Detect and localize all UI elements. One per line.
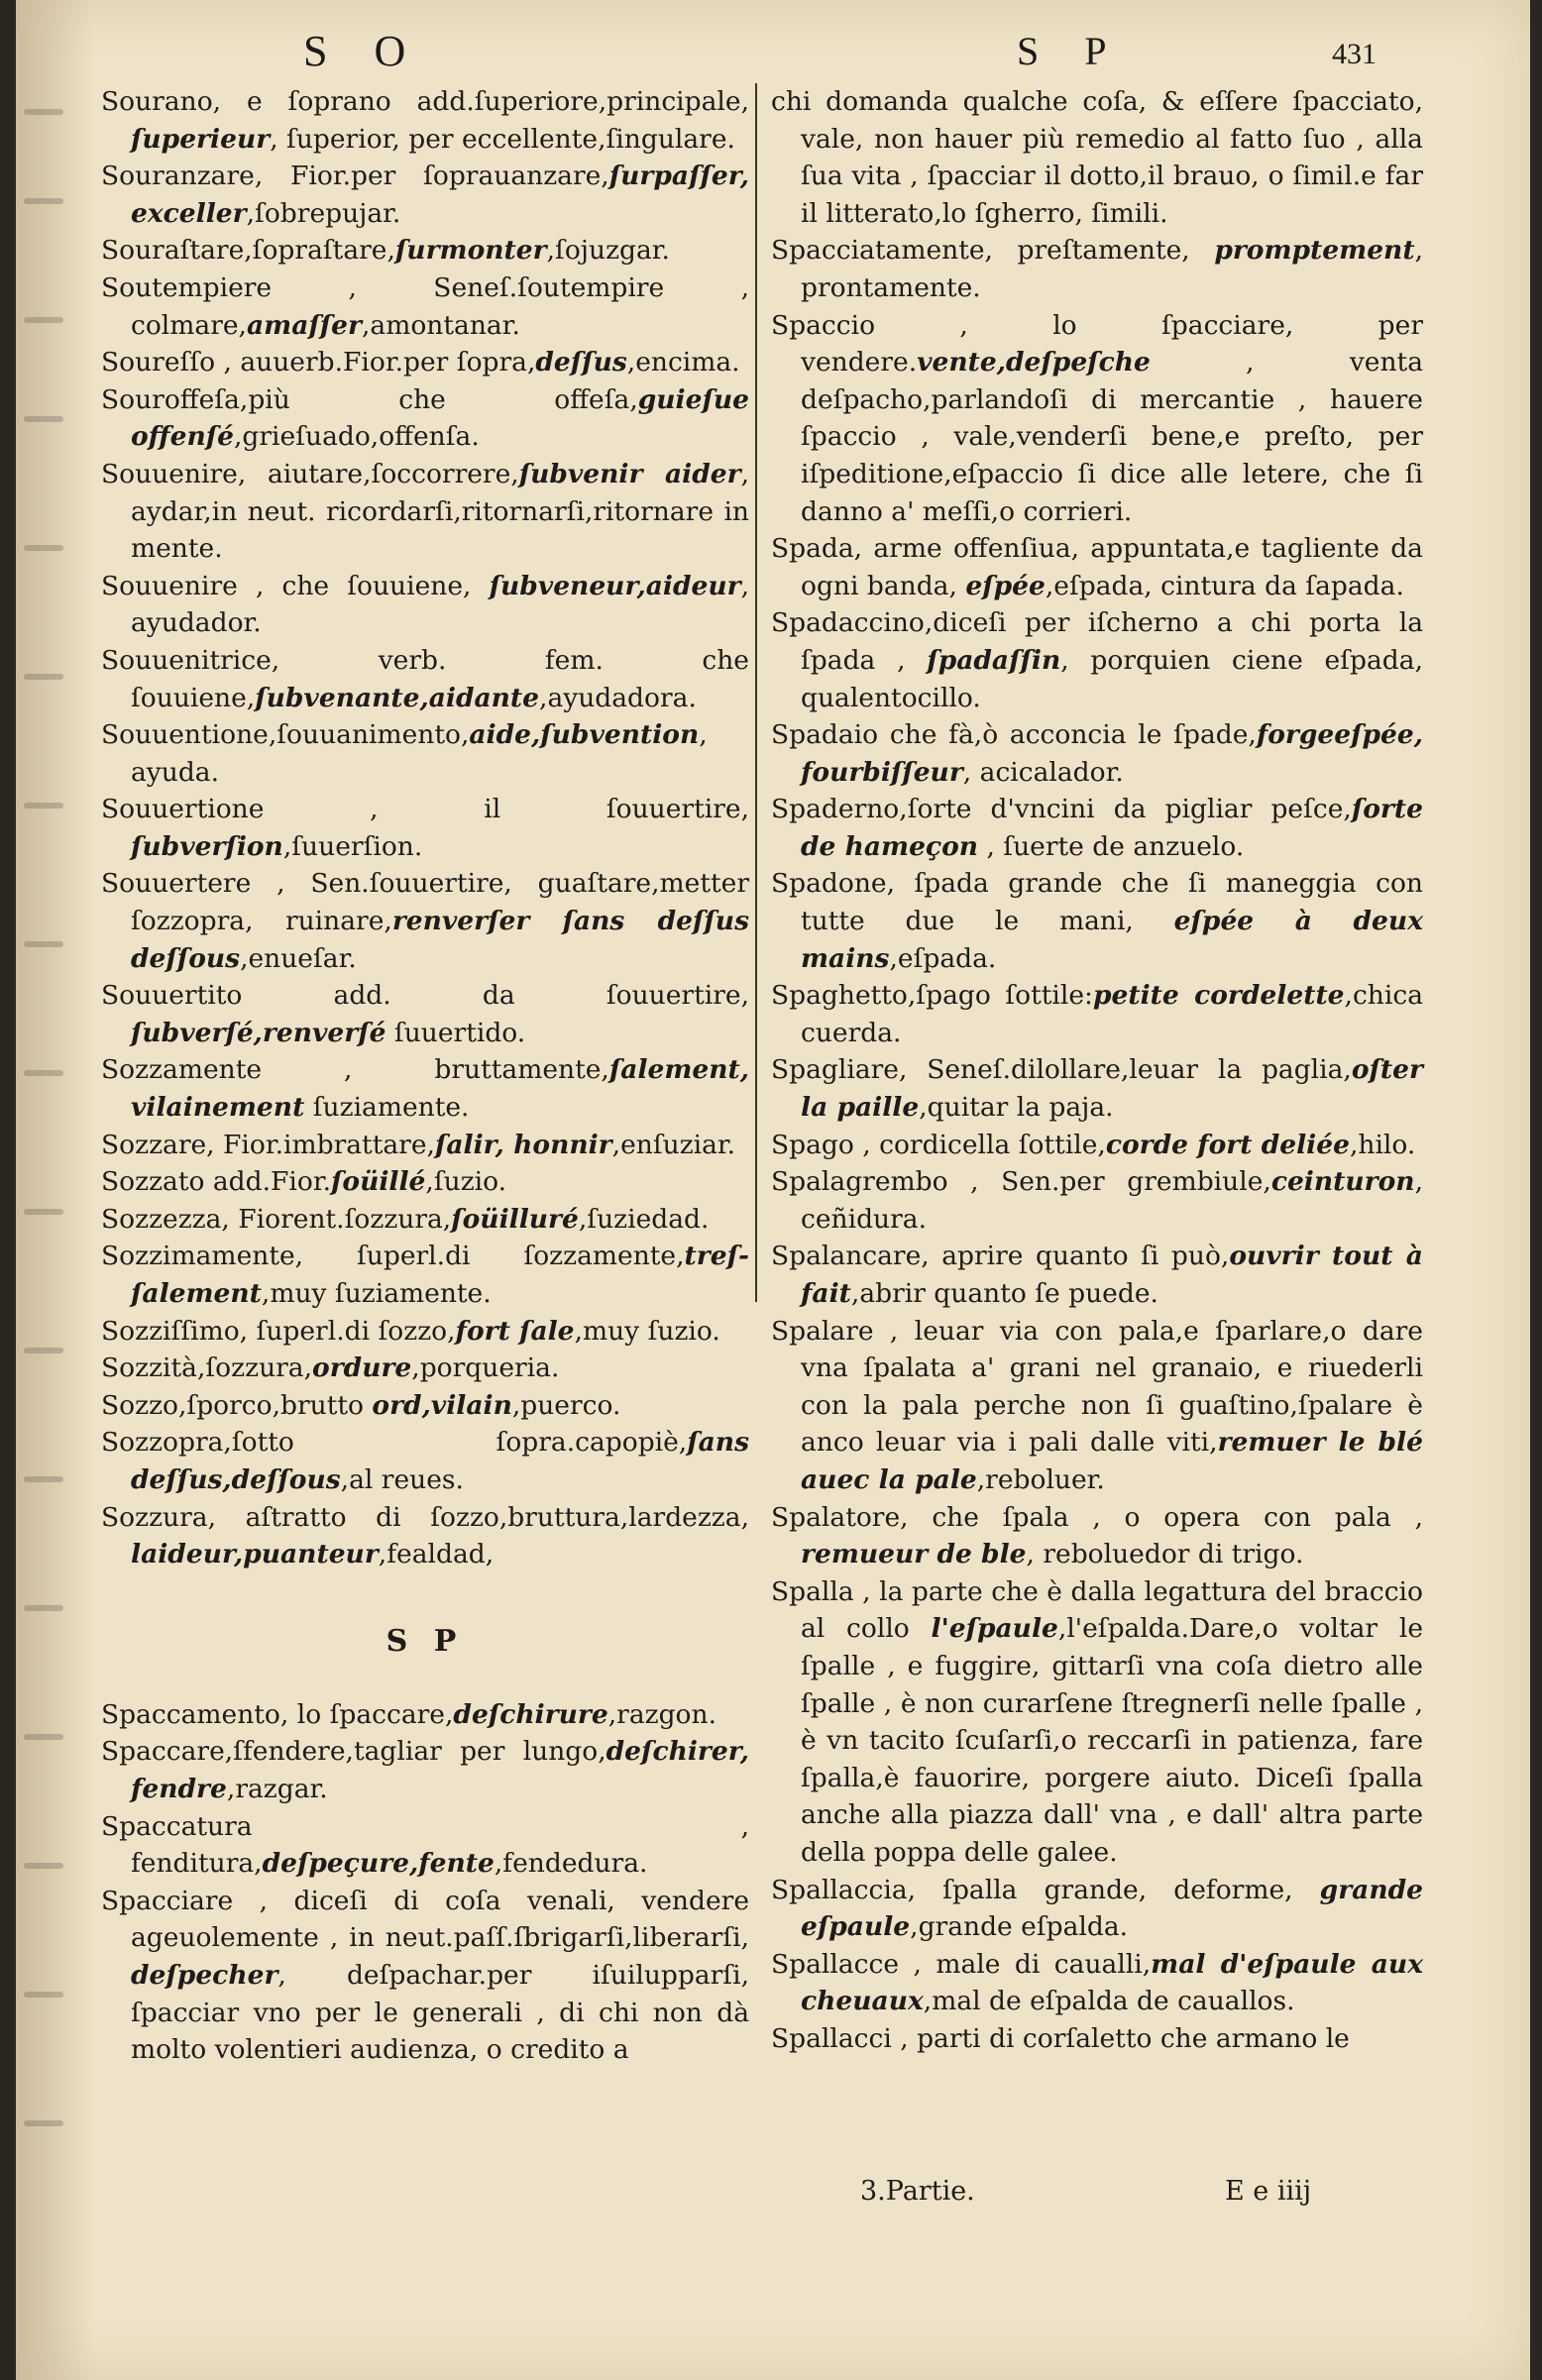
book-page <box>16 0 1530 2380</box>
dictionary-entry <box>771 530 1423 604</box>
entry-continuation: ,eſpada, cintura da ſapada. <box>1045 570 1404 601</box>
entry-text: Souuenitrice, verb. fem. che ſouuiene, <box>101 644 749 713</box>
french-gloss: remuer le blé auec la pale <box>801 1427 1423 1495</box>
entry-continuation: , reboluedor di trigo. <box>1026 1539 1304 1570</box>
right-column <box>771 83 1423 2057</box>
entry-continuation: , deſpachar.per iſuilupparſi, ſpacciar vno per le generali , di chi non dà molto volentieri audienza, o credito a <box>131 1959 749 2066</box>
entry-text: Soureſſo , auuerb.Fior.per ſopra, <box>101 347 536 379</box>
french-gloss: laideur,puanteur <box>131 1539 379 1570</box>
entry-text: Souuertione , il ſouuertire, <box>101 794 749 825</box>
entry-text: Souraſtare,ſopraſtare, <box>101 235 395 267</box>
running-head <box>16 18 1530 87</box>
dictionary-entry <box>101 1424 749 1498</box>
french-gloss: l'eſpaule <box>931 1613 1058 1645</box>
running-head-left: S O <box>303 27 424 75</box>
dictionary-entry <box>101 1051 749 1126</box>
entry-continuation: , porquien ciene eſpada, qualentocillo. <box>801 644 1423 713</box>
french-gloss: deſpeçure,fente <box>262 1848 495 1880</box>
french-gloss: ſubverſion <box>131 830 283 862</box>
dictionary-entry <box>101 1201 749 1239</box>
entry-continuation: ,fendedura. <box>494 1848 648 1880</box>
dictionary-entry <box>101 1127 749 1164</box>
entry-continuation: ,grieſuado,offenſa. <box>233 421 480 453</box>
french-gloss: ſorte de hameçon <box>801 794 1423 862</box>
dictionary-entry <box>101 456 749 568</box>
dictionary-entry <box>771 865 1423 977</box>
entry-continuation: ,reboluer. <box>976 1463 1105 1495</box>
dictionary-entry <box>771 716 1423 791</box>
french-gloss: ſurpaſſer, exceller <box>131 161 749 229</box>
entry-continuation: ,fealdad, <box>378 1539 495 1570</box>
french-gloss: corde fort deliée <box>1105 1129 1350 1160</box>
entry-text: Sozzato add.Fior. <box>101 1166 332 1198</box>
entry-text: Spalatore, che ſpala , o opera con pala , <box>771 1501 1423 1533</box>
french-gloss: amaſſer <box>246 309 362 341</box>
entry-continuation: , ayuda. <box>131 719 708 788</box>
entry-text: Sozzopra,ſotto ſopra.capopiè, <box>101 1427 688 1459</box>
french-gloss: ſurmonter <box>394 235 547 267</box>
entry-continuation: ,encima. <box>626 347 740 379</box>
french-gloss: ſubverſé,renverſé <box>131 1017 386 1048</box>
dictionary-entry <box>101 270 749 344</box>
entry-continuation: ,ſobrepujar. <box>246 197 401 229</box>
dictionary-entry <box>101 1808 749 1883</box>
signature-mark: 3.Partie. <box>860 2176 975 2207</box>
column-rule <box>755 83 757 1302</box>
entry-text: Spaghetto,ſpago ſottile: <box>771 980 1093 1012</box>
dictionary-entry <box>771 1946 1423 2020</box>
french-gloss: ſoüilluré <box>451 1203 579 1235</box>
left-entries-top <box>101 83 749 1573</box>
french-gloss: treſ-ſalement <box>131 1241 749 1309</box>
french-gloss: grande eſpaule <box>801 1874 1423 1943</box>
entry-continuation: ,ſuuerſion. <box>282 830 423 862</box>
entry-continuation: , ceñidura. <box>801 1166 1423 1235</box>
dictionary-entry <box>771 307 1423 531</box>
french-gloss: deſchirure <box>453 1698 608 1730</box>
french-gloss: ſubveneur,aideur <box>489 570 741 601</box>
dictionary-entry <box>101 232 749 270</box>
french-gloss: eſpée à deux mains <box>801 906 1423 974</box>
entry-continuation: ,amontanar. <box>362 309 520 341</box>
dictionary-entry <box>771 977 1423 1051</box>
entry-text: Sozziſſimo, ſuperl.di ſozzo, <box>101 1315 456 1347</box>
entry-continuation: ,enſuziar. <box>611 1129 736 1160</box>
entry-continuation: ,quitar la paja. <box>919 1092 1114 1124</box>
entry-continuation: ,razgon. <box>607 1698 716 1730</box>
dictionary-entry <box>101 1350 749 1387</box>
entry-continuation: ,ſuziedad. <box>578 1203 710 1235</box>
french-gloss: ord,vilain <box>372 1389 512 1421</box>
entry-text: Souuenire , che ſouuiene, <box>101 570 490 601</box>
dictionary-entry <box>771 2020 1423 2058</box>
entry-continuation: , acicalador. <box>962 756 1124 788</box>
entry-text: Spago , cordicella ſottile, <box>771 1129 1106 1160</box>
entry-continuation: , prontamente. <box>801 235 1423 303</box>
french-gloss: eſpée <box>965 570 1046 601</box>
dictionary-entry <box>101 158 749 232</box>
entry-text: Souuentione,ſouuanimento, <box>101 719 470 751</box>
dictionary-entry <box>101 865 749 977</box>
entry-text: Spallacci , parti di corſaletto che armano le <box>771 2022 1350 2054</box>
entry-continuation: ſuuertido. <box>386 1017 526 1048</box>
entry-text: chi domanda qualche coſa, & eſſere ſpacciato, vale, non hauer più remedio al fatto ſuo , alla ſua vita , ſpacciar il dotto,il brauo, o ſimil.e far il litterato,lo ſgherro, ſimili. <box>771 86 1423 229</box>
french-gloss: guieſue offenſé <box>131 383 749 453</box>
entry-continuation: ,eſpada. <box>889 942 997 974</box>
entry-text: Spalla , la parte che è dalla legattura del braccio al collo <box>771 1575 1423 1645</box>
entry-text: Spadaio che fà,ò acconcia le ſpade, <box>771 719 1257 751</box>
entry-text: Sozzura, aſtratto di ſozzo,bruttura,lardezza, <box>101 1501 749 1533</box>
dictionary-entry <box>101 1499 749 1573</box>
entry-text: Spada, arme offenſiua, appuntata,e tagliente da ogni banda, <box>771 533 1423 601</box>
french-gloss: mal d'eſpaule aux cheuaux <box>801 1948 1424 2017</box>
dictionary-entry <box>771 1163 1423 1238</box>
entry-text: Spaccatura , fenditura, <box>101 1810 749 1880</box>
entry-continuation: ,muy ſuzio. <box>574 1315 720 1347</box>
dictionary-entry <box>101 1238 749 1312</box>
entry-text: Spadone, ſpada grande che ſi maneggia con tutte due le mani, <box>771 868 1423 937</box>
entry-text: Sozzamente , bruttamente, <box>101 1054 609 1086</box>
entry-continuation: ,ſojuzgar. <box>546 235 670 267</box>
dictionary-entry <box>101 1696 749 1734</box>
french-gloss: ordure <box>312 1352 412 1384</box>
dictionary-entry <box>771 1313 1423 1499</box>
dictionary-entry <box>771 1872 1423 1946</box>
french-gloss: forgeeſpée, fourbiſſeur <box>801 719 1423 788</box>
entry-continuation: , venta deſpacho,parlandoſi di mercantie , hauere ſpaccio , vale,venderſi bene,e preſto, per iſpeditione,eſpaccio ſi dice alle letere, che ſi danno a' meſſi,o corrieri. <box>801 347 1423 527</box>
running-head-right: S P <box>1017 29 1125 73</box>
french-gloss: ſalement, vilainement <box>131 1054 749 1124</box>
entry-text: Spalancare, aprire quanto ſi può, <box>771 1241 1230 1272</box>
french-gloss: fort ſale <box>455 1315 575 1347</box>
dictionary-entry <box>771 1238 1423 1312</box>
entry-text: Spacciatamente, preſtamente, <box>771 235 1215 267</box>
entry-text: Sozzare, Fior.imbrattare, <box>101 1129 435 1160</box>
page-footer <box>769 2176 1423 2216</box>
entry-text: Spallaccia, ſpalla grande, deforme, <box>771 1874 1320 1905</box>
entry-text: Soutempiere , Seneſ.ſoutempire , colmare, <box>101 271 749 341</box>
french-gloss: ſans deſſus,deſſous <box>131 1427 749 1495</box>
entry-text: Spacciare , diceſi di coſa venali, vendere ageuolemente , in neut.paſſ.ſbrigarſi,liberarſi, <box>101 1885 749 1954</box>
dictionary-entry <box>771 1127 1423 1164</box>
dictionary-entry <box>101 977 749 1051</box>
french-gloss: ſubvenante,aidante <box>255 682 540 713</box>
french-gloss: deſſus <box>535 347 627 379</box>
dictionary-entry <box>101 1313 749 1351</box>
entry-text: Spadaccino,diceſi per iſcherno a chi porta la ſpada , <box>771 607 1423 676</box>
catchword: E e iiij <box>1225 2176 1312 2207</box>
dictionary-entry <box>771 1051 1423 1126</box>
entry-continuation: ,mal de eſpalda de cauallos. <box>923 1986 1295 2017</box>
entry-continuation: , ſuperior, per eccellente,ſingulare. <box>270 123 735 155</box>
entry-text: Spalagrembo , Sen.per grembiule, <box>771 1166 1271 1198</box>
entry-continuation: ſuziamente. <box>304 1092 470 1124</box>
entry-text: Souuenire, aiutare,ſoccorrere, <box>101 458 519 489</box>
entry-continuation: ,l'eſpalda.Dare,o voltar le ſpalle , e fuggire, gittarſi vna coſa dietro alle ſpalle , è non curarſene ſtregnerſi nelle ſpalle , è vn tacito ſcuſarſi,o reccarſi in patienza, fare ſpalla,è fauorire, porgere aiuto. Diceſi ſpalla anche alla piazza dall' vna , e dall' altra parte della poppa delle galee. <box>801 1613 1423 1868</box>
dictionary-entry <box>101 568 749 642</box>
entry-text: Spalare , leuar via con pala,e ſparlare,o dare vna ſpalata a' grani nel granaio, e riuederli con la pala perche non ſi guaſtino,ſpalare è anco leuar via i pali dalle viti, <box>771 1315 1423 1459</box>
dictionary-entry <box>771 83 1423 232</box>
entry-text: Spallacce , male di caualli, <box>771 1948 1152 1980</box>
section-heading: S P <box>386 1623 465 1659</box>
entry-text: Souranzare, Fior.per ſoprauanzare, <box>101 161 609 192</box>
entry-text: Souuertito add. da ſouuertire, <box>101 980 749 1012</box>
french-gloss: remueur de ble <box>801 1539 1027 1570</box>
entry-text: Spaderno,ſorte d'vncini da pigliar peſce, <box>771 794 1352 825</box>
dictionary-entry <box>101 381 749 456</box>
entry-continuation: , ayudador. <box>131 570 749 639</box>
french-gloss: ouvrir tout à fait <box>801 1241 1423 1309</box>
entry-text: Sozzezza, Fiorent.ſozzura, <box>101 1203 452 1235</box>
entry-continuation: , ſuerte de anzuelo. <box>978 830 1245 862</box>
entry-continuation: ,porqueria. <box>411 1352 560 1384</box>
dictionary-entry <box>101 344 749 381</box>
dictionary-entry <box>101 1733 749 1807</box>
entry-text: Souuertere , Sen.ſouuertire, guaſtare,metter ſozzopra, ruinare, <box>101 868 749 937</box>
french-gloss: ſuperieur <box>131 123 271 155</box>
dictionary-entry <box>771 604 1423 716</box>
entry-text: Souroffeſa,più che offeſa, <box>101 383 638 415</box>
french-gloss: vente,deſpeſche <box>917 347 1151 379</box>
entry-text: Spaccio , lo ſpacciare, per vendere. <box>771 309 1423 379</box>
dictionary-entry <box>771 1499 1423 1573</box>
french-gloss: oſter la paille <box>801 1054 1423 1124</box>
dictionary-entry <box>101 642 749 716</box>
entry-continuation: ,puerco. <box>511 1389 621 1421</box>
french-gloss: promptement <box>1214 235 1415 267</box>
dictionary-entry <box>771 791 1423 865</box>
french-gloss: renverſer ſans deſſus deſſous <box>131 906 749 974</box>
entry-continuation: ,ſuzio. <box>425 1166 507 1198</box>
dictionary-entry <box>101 83 749 158</box>
page-number: 431 <box>1332 38 1377 70</box>
entry-continuation: , aydar,in neut. ricordarſi,ritornarſi,ritornare in mente. <box>131 458 749 565</box>
entry-continuation: ,chica cuerda. <box>801 980 1423 1048</box>
entry-text: Spaccamento, lo ſpaccare, <box>101 1698 454 1730</box>
right-entries <box>771 83 1423 2057</box>
french-gloss: ſubvenir aider <box>518 458 741 489</box>
entry-text: Sourano, e ſoprano add.ſuperiore,principale, <box>101 86 749 117</box>
entry-continuation: ,muy ſuziamente. <box>261 1278 492 1309</box>
dictionary-entry <box>101 791 749 865</box>
entry-continuation: ,enueſar. <box>240 942 357 974</box>
french-gloss: ſoüillé <box>331 1166 426 1198</box>
dictionary-entry <box>101 1163 749 1201</box>
dictionary-entry <box>771 1573 1423 1872</box>
french-gloss: aide,ſubvention <box>469 719 700 751</box>
entry-continuation: ,hilo. <box>1349 1129 1416 1160</box>
entry-text: Spaccare,ſfendere,tagliar per lungo, <box>101 1736 606 1768</box>
entry-text: Sozzimamente, ſuperl.di ſozzamente, <box>101 1241 685 1272</box>
entry-text: Sozzo,ſporco,brutto <box>101 1389 373 1421</box>
margin-bleed-through <box>16 89 85 2269</box>
entry-text: Sozzità,ſozzura, <box>101 1352 313 1384</box>
french-gloss: deſpecher <box>131 1959 278 1991</box>
left-column <box>101 83 749 2069</box>
dictionary-entry <box>101 716 749 791</box>
french-gloss: ſalir, honnir <box>434 1129 612 1160</box>
entry-continuation: ,al reues. <box>340 1463 464 1495</box>
dictionary-entry <box>771 232 1423 306</box>
french-gloss: ſpadaſſin <box>927 644 1061 676</box>
left-entries-bottom <box>101 1696 749 2069</box>
french-gloss: ceinturon <box>1270 1166 1415 1198</box>
entry-continuation: ,grande eſpalda. <box>910 1911 1129 1943</box>
dictionary-entry <box>101 1387 749 1425</box>
french-gloss: petite cordelette <box>1092 980 1345 1012</box>
entry-text: Spagliare, Seneſ.dilollare,leuar la paglia, <box>771 1054 1352 1086</box>
entry-continuation: ,razgar. <box>226 1773 328 1804</box>
french-gloss: deſchirer, fendre <box>131 1736 749 1804</box>
dictionary-entry <box>101 1883 749 2069</box>
entry-continuation: ,abrir quanto ſe puede. <box>850 1278 1158 1309</box>
entry-continuation: ,ayudadora. <box>539 682 697 713</box>
